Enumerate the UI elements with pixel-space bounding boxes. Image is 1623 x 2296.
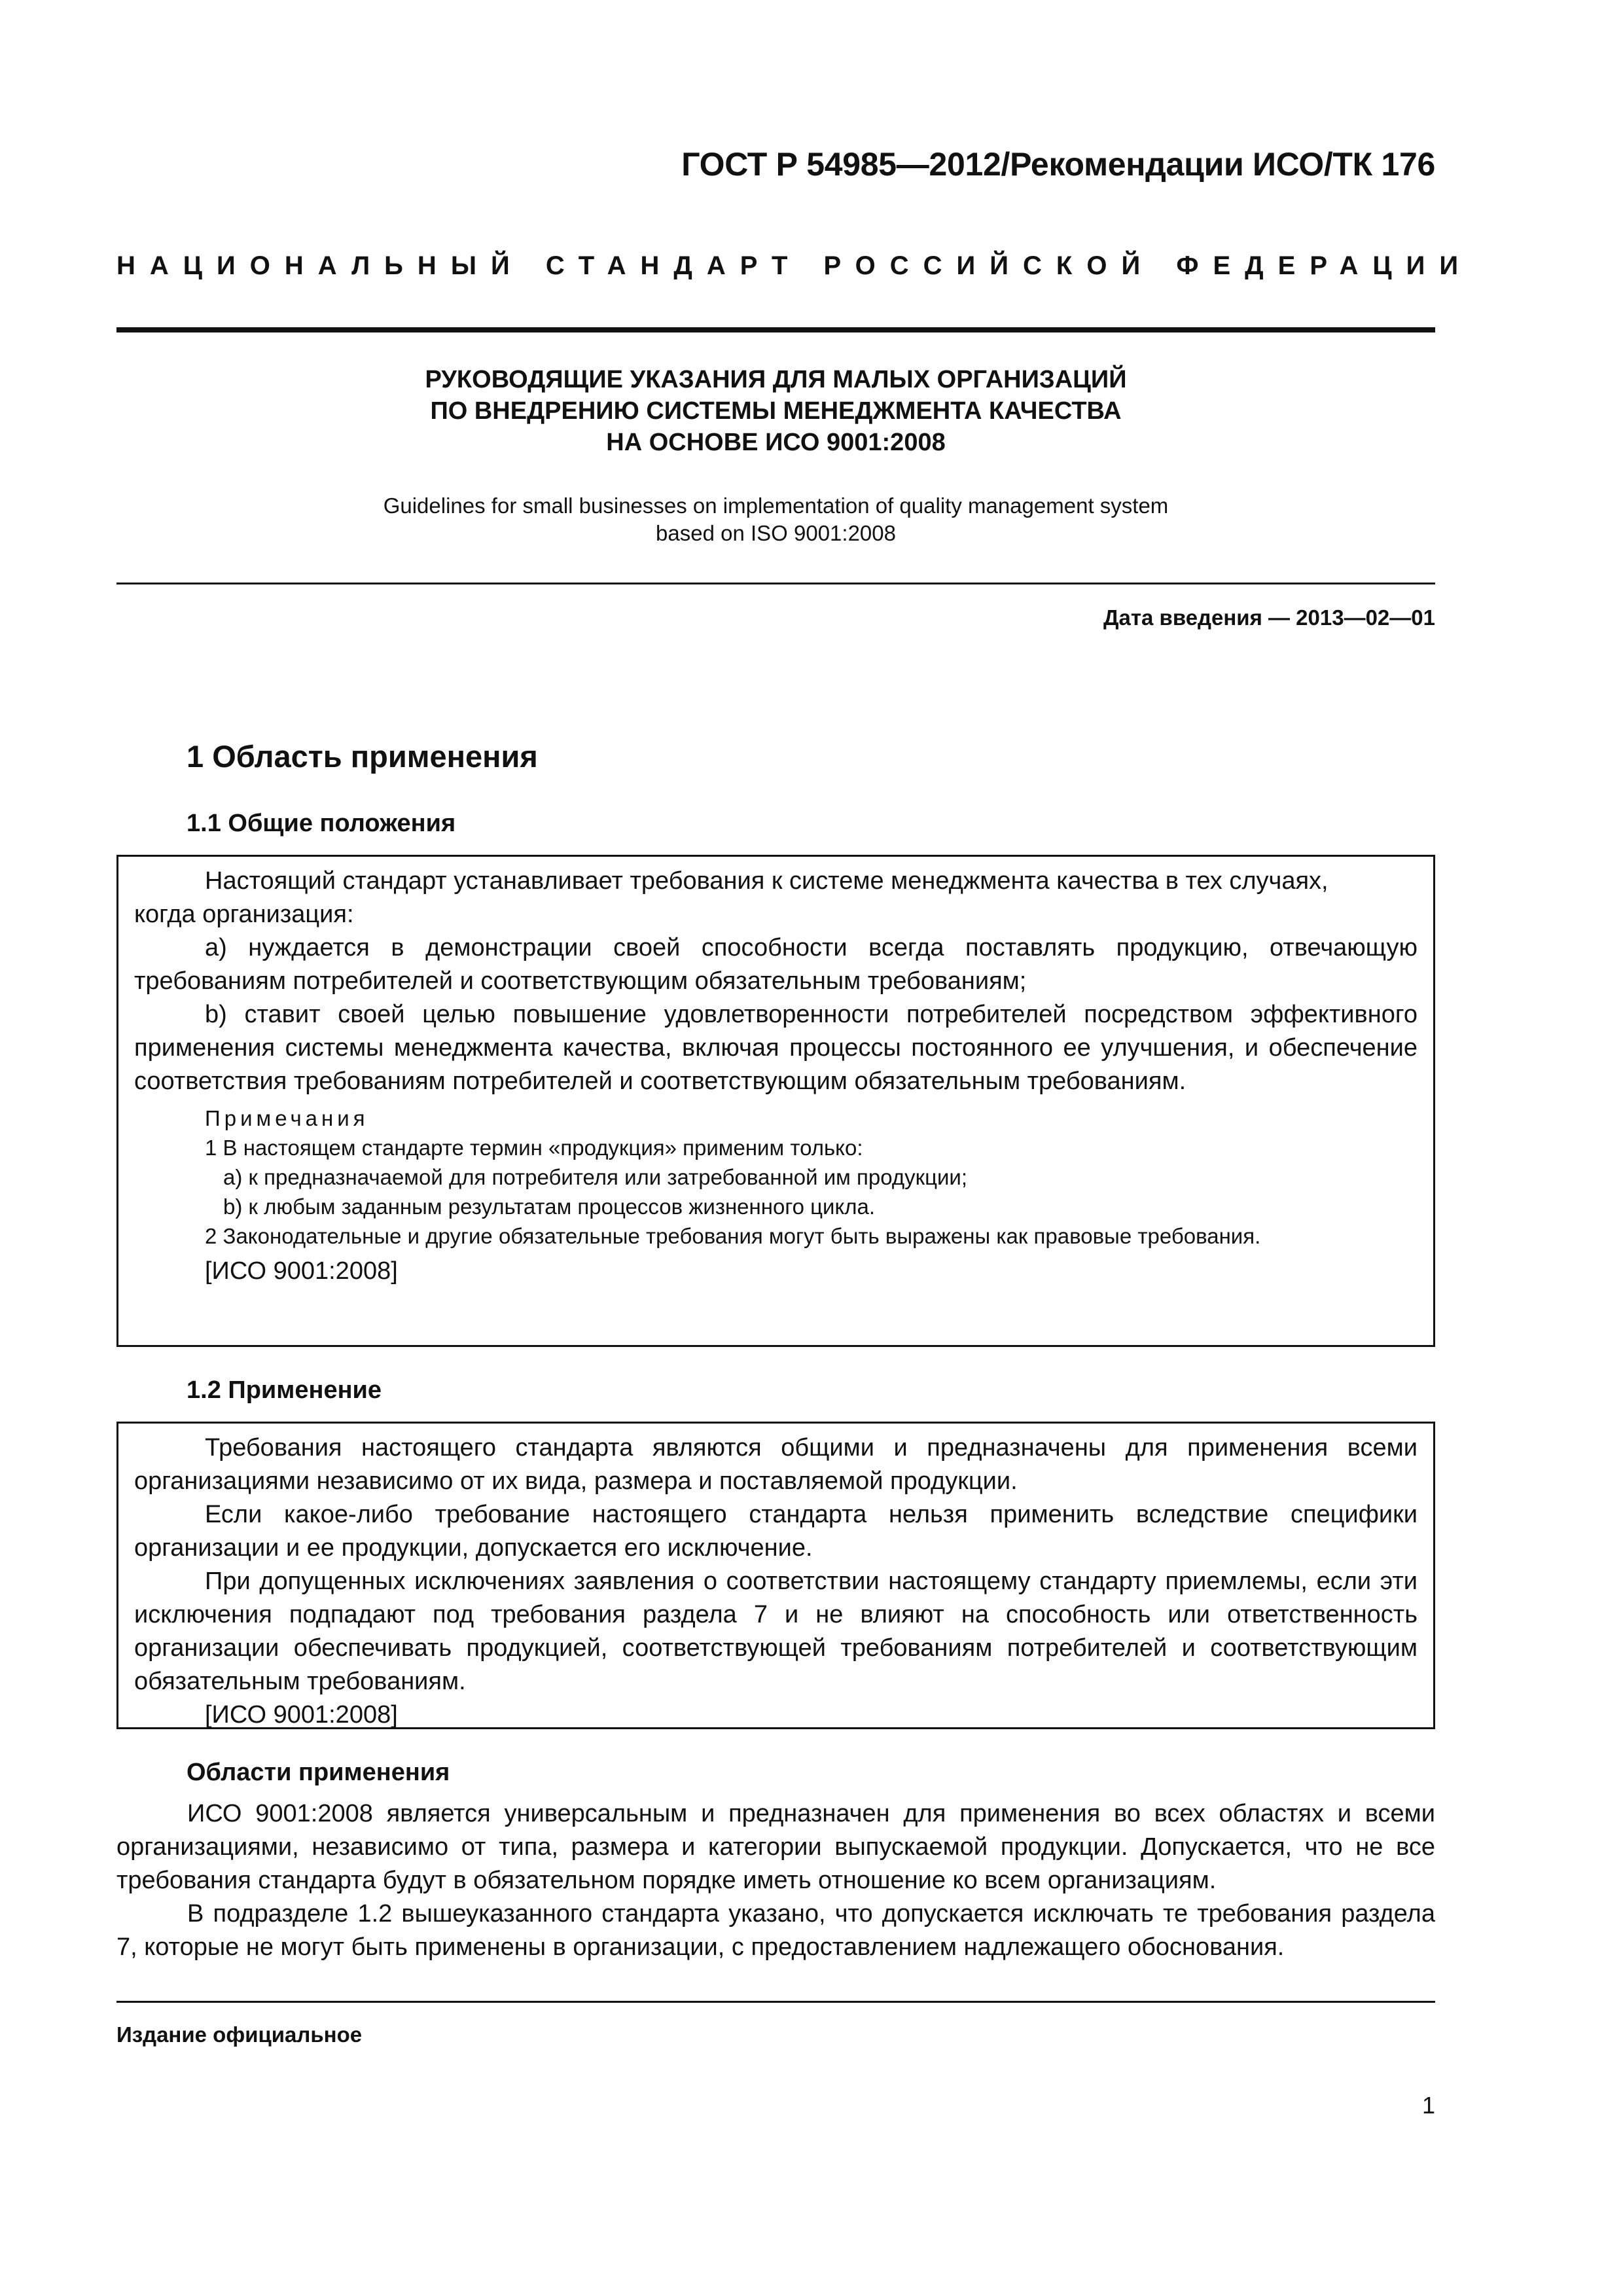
note-item: a) к предназначаемой для потребителя или затребованной им продукции;: [223, 1165, 968, 1189]
header-rule: [116, 327, 1435, 332]
title-ru-line: ПО ВНЕДРЕНИЮ СИСТЕМЫ МЕНЕДЖМЕНТА КАЧЕСТВА: [430, 397, 1122, 425]
document-title-en: [116, 492, 1435, 547]
title-rule: [116, 583, 1435, 584]
note-item: b) к любым заданным результатам процессов жизненного цикла.: [223, 1194, 876, 1219]
document-code: ГОСТ Р 54985—2012/Рекомендации ИСО/ТК 176: [681, 146, 1435, 183]
page-number: 1: [1421, 2092, 1435, 2119]
body-text: [116, 1797, 1435, 1964]
edition-label: Издание официальное: [116, 2022, 363, 2047]
list-item: a) нуждается в демонстрации своей способности всегда поставлять продукцию, отвечающую требованиям потребителей и соответствующим обязательным требованиям;: [134, 934, 1418, 995]
source-reference: [ИСО 9001:2008]: [205, 1257, 398, 1285]
title-en-line: based on ISO 9001:2008: [656, 521, 896, 545]
source-reference: [ИСО 9001:2008]: [205, 1701, 398, 1729]
paragraph: ИСО 9001:2008 является универсальным и предназначен для применения во всех областях и всеми организациями, независимо от типа, размера и категории выпускаемой продукции. Допускается, что не все требования стандарта будут в обязательном порядке иметь отношение ко всем организациям.: [116, 1800, 1435, 1894]
quoted-box-general: [116, 855, 1435, 1347]
paragraph: При допущенных исключениях заявления о соответствии настоящему стандарту приемлемы, если эти исключения подпадают под требования раздела 7 и не влияют на способность или ответственность организации обеспечивать продукцией, соответствующей требованиям потребителей и соответствующим обязательным требованиям.: [134, 1568, 1418, 1695]
title-ru-line: РУКОВОДЯЩИЕ УКАЗАНИЯ ДЛЯ МАЛЫХ ОРГАНИЗАЦИЙ: [425, 366, 1127, 393]
introduction-date: Дата введения — 2013—02—01: [1103, 605, 1435, 630]
subsection-heading-scope-areas: Области применения: [187, 1759, 450, 1786]
paragraph: Требования настоящего стандарта являются общими и предназначены для применения всеми организациями независимо от их вида, размера и поставляемой продукции.: [134, 1434, 1418, 1495]
subsection-heading-application: 1.2 Применение: [187, 1376, 382, 1404]
footer-rule: [116, 2001, 1435, 2003]
notes-heading: Примечания: [205, 1106, 369, 1130]
paragraph: Настоящий стандарт устанавливает требования к системе менеджмента качества в тех случаях,: [205, 867, 1329, 895]
paragraph: Если какое-либо требование настоящего стандарта нельзя применить вследствие специфики организации и ее продукции, допускается его исключение.: [134, 1501, 1418, 1562]
paragraph: когда организация:: [134, 901, 354, 928]
note-item: 2 Законодательные и другие обязательные требования могут быть выражены как правовые требования.: [205, 1224, 1261, 1248]
subsection-heading-general: 1.1 Общие положения: [187, 810, 456, 837]
paragraph: В подразделе 1.2 вышеуказанного стандарта указано, что допускается исключать те требования раздела 7, которые не могут быть применены в организации, с предоставлением надлежащего обоснования.: [116, 1900, 1435, 1961]
national-standard-label: НАЦИОНАЛЬНЫЙ СТАНДАРТ РОССИЙСКОЙ ФЕДЕРАЦИИ: [116, 251, 1473, 280]
title-ru-line: НА ОСНОВЕ ИСО 9001:2008: [606, 429, 946, 456]
quoted-box-application: [116, 1422, 1435, 1729]
document-title-ru: [116, 364, 1435, 458]
list-item: b) ставит своей целью повышение удовлетворенности потребителей посредством эффективного применения системы менеджмента качества, включая процессы постоянного ее улучшения, и обеспечение соответствия требованиям потребителей и соответствующим обязательным требованиям.: [134, 1001, 1418, 1095]
note-item: 1 В настоящем стандарте термин «продукция» применим только:: [205, 1136, 863, 1160]
title-en-line: Guidelines for small businesses on implementation of quality management system: [383, 493, 1169, 518]
notes-block: [134, 1103, 1418, 1251]
section-heading: 1 Область применения: [187, 739, 538, 774]
